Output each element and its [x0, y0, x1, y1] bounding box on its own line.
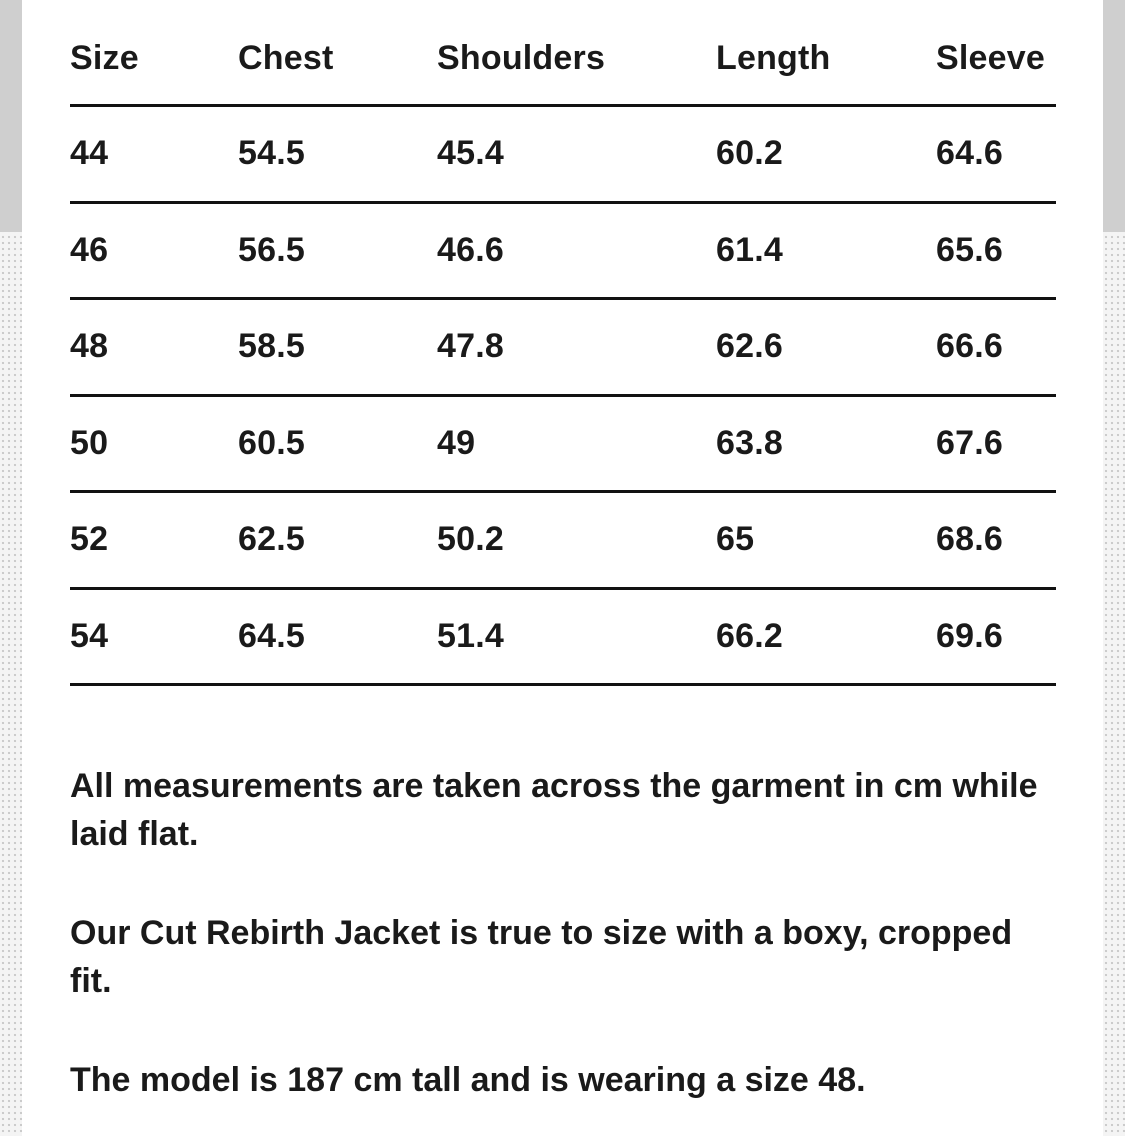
cell-sleeve: 66.6 — [936, 327, 1003, 366]
table-row — [70, 493, 1056, 590]
cell-shoulders: 45.4 — [437, 134, 504, 173]
table-row — [70, 590, 1056, 687]
right-scroll-indicator — [1103, 0, 1125, 232]
cell-length: 63.8 — [716, 423, 783, 462]
table-row — [70, 397, 1056, 494]
cell-chest: 56.5 — [238, 230, 305, 269]
header-length: Length — [716, 38, 831, 77]
size-chart-table — [70, 12, 1056, 686]
cell-length: 65 — [716, 520, 755, 559]
cell-sleeve: 67.6 — [936, 423, 1003, 462]
cell-sleeve: 64.6 — [936, 134, 1003, 173]
cell-sleeve: 69.6 — [936, 616, 1003, 655]
cell-sleeve: 65.6 — [936, 230, 1003, 269]
cell-shoulders: 47.8 — [437, 327, 504, 366]
cell-size: 54 — [70, 616, 109, 655]
header-sleeve: Sleeve — [936, 38, 1045, 77]
cell-size: 44 — [70, 134, 109, 173]
size-guide-panel — [22, 0, 1103, 1136]
header-size: Size — [70, 38, 139, 77]
cell-length: 66.2 — [716, 616, 783, 655]
table-row — [70, 204, 1056, 301]
fit-note: Our Cut Rebirth Jacket is true to size with a boxy, cropped fit. — [70, 914, 1013, 1000]
cell-chest: 62.5 — [238, 520, 305, 559]
cell-size: 52 — [70, 520, 109, 559]
cell-length: 61.4 — [716, 230, 783, 269]
measurement-note: All measurements are taken across the garment in cm while laid flat. — [70, 767, 1038, 853]
cell-size: 46 — [70, 230, 109, 269]
table-header-row — [70, 12, 1056, 107]
cell-shoulders: 46.6 — [437, 230, 504, 269]
cell-size: 50 — [70, 423, 109, 462]
table-row — [70, 107, 1056, 204]
cell-chest: 64.5 — [238, 616, 305, 655]
table-row — [70, 300, 1056, 397]
header-chest: Chest — [238, 38, 334, 77]
cell-size: 48 — [70, 327, 109, 366]
header-shoulders: Shoulders — [437, 38, 606, 77]
cell-chest: 54.5 — [238, 134, 305, 173]
cell-sleeve: 68.6 — [936, 520, 1003, 559]
cell-shoulders: 49 — [437, 423, 476, 462]
model-size-note: The model is 187 cm tall and is wearing a size 48. — [70, 1061, 866, 1099]
cell-chest: 60.5 — [238, 423, 305, 462]
cell-length: 60.2 — [716, 134, 783, 173]
cell-shoulders: 50.2 — [437, 520, 504, 559]
left-scroll-indicator — [0, 0, 22, 232]
cell-length: 62.6 — [716, 327, 783, 366]
cell-shoulders: 51.4 — [437, 616, 504, 655]
cell-chest: 58.5 — [238, 327, 305, 366]
